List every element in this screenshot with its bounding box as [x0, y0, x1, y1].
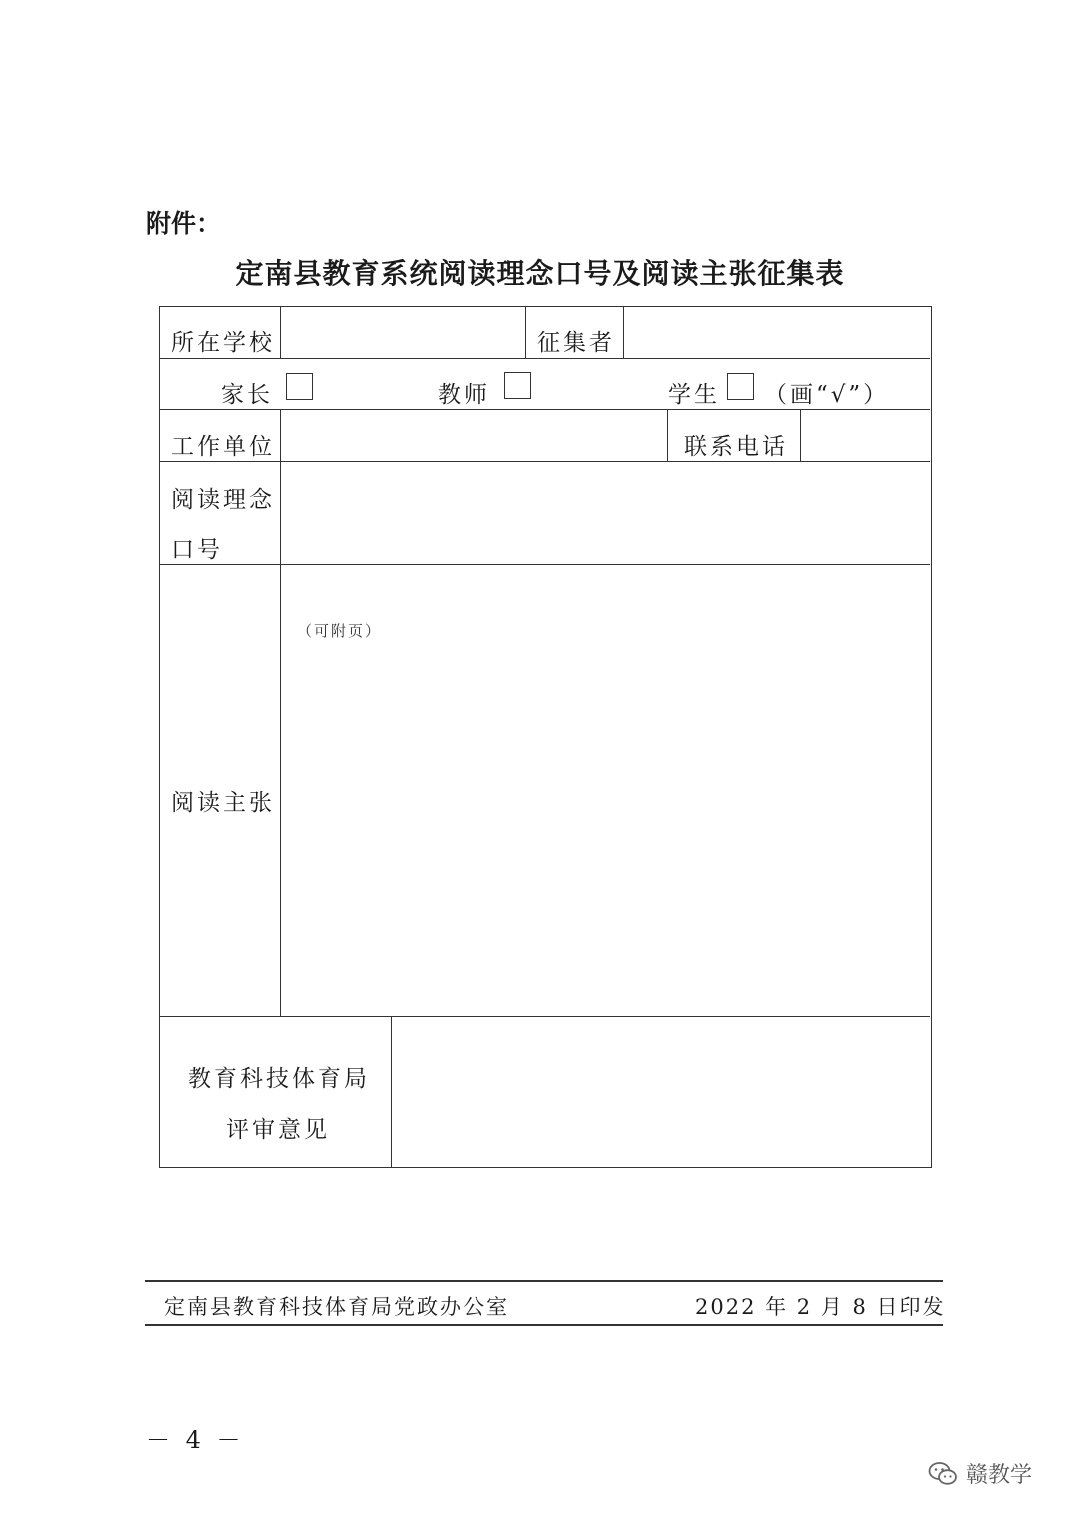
watermark	[928, 1458, 1032, 1489]
row-divider	[160, 409, 930, 410]
check-hint: （画“√”）	[764, 382, 890, 408]
proposal-note: （可附页）	[297, 622, 383, 640]
work-unit-field[interactable]	[282, 411, 666, 460]
slogan-field[interactable]	[282, 463, 930, 563]
review-label-line2: 评审意见	[226, 1117, 330, 1143]
proposal-label: 阅读主张	[171, 790, 275, 816]
col-divider	[800, 409, 801, 461]
col-divider	[623, 307, 624, 358]
row-divider	[160, 358, 930, 359]
footer-top-rule	[145, 1280, 943, 1282]
review-field[interactable]	[393, 1018, 930, 1167]
col-divider	[391, 1016, 392, 1168]
student-checkbox[interactable]	[727, 373, 754, 400]
row-divider	[160, 461, 930, 462]
school-field[interactable]	[282, 307, 524, 357]
footer-date: 2022 年 2 月 8 日印发	[695, 1295, 946, 1319]
watermark-text: 赣教学	[966, 1463, 1033, 1488]
col-divider	[667, 409, 668, 461]
teacher-checkbox[interactable]	[504, 372, 531, 399]
collector-field[interactable]	[625, 307, 930, 357]
phone-field[interactable]	[802, 411, 930, 460]
proposal-field[interactable]	[282, 566, 930, 1015]
col-divider	[525, 307, 526, 358]
row-divider	[160, 1016, 930, 1017]
col-divider	[280, 307, 281, 358]
attachment-label: 附件：	[146, 209, 222, 238]
parent-checkbox[interactable]	[286, 373, 313, 400]
teacher-label: 教师	[438, 382, 490, 408]
row-divider	[160, 564, 930, 565]
school-label: 所在学校	[171, 330, 275, 356]
collector-label: 征集者	[537, 330, 615, 356]
phone-label: 联系电话	[684, 434, 788, 460]
col-divider	[280, 409, 281, 1016]
work-unit-label: 工作单位	[171, 434, 275, 460]
wechat-icon	[928, 1461, 958, 1487]
form-title: 定南县教育系统阅读理念口号及阅读主张征集表	[235, 257, 845, 290]
slogan-label-line2: 口号	[171, 537, 223, 563]
footer-bottom-rule	[145, 1324, 943, 1326]
footer-issuer: 定南县教育科技体育局党政办公室	[164, 1295, 509, 1319]
collection-form	[159, 306, 932, 1168]
review-label-line1: 教育科技体育局	[188, 1066, 370, 1092]
slogan-label-line1: 阅读理念	[171, 487, 275, 513]
parent-label: 家长	[221, 382, 273, 408]
student-label: 学生	[668, 382, 720, 408]
page-number: － 4 －	[146, 1426, 245, 1454]
